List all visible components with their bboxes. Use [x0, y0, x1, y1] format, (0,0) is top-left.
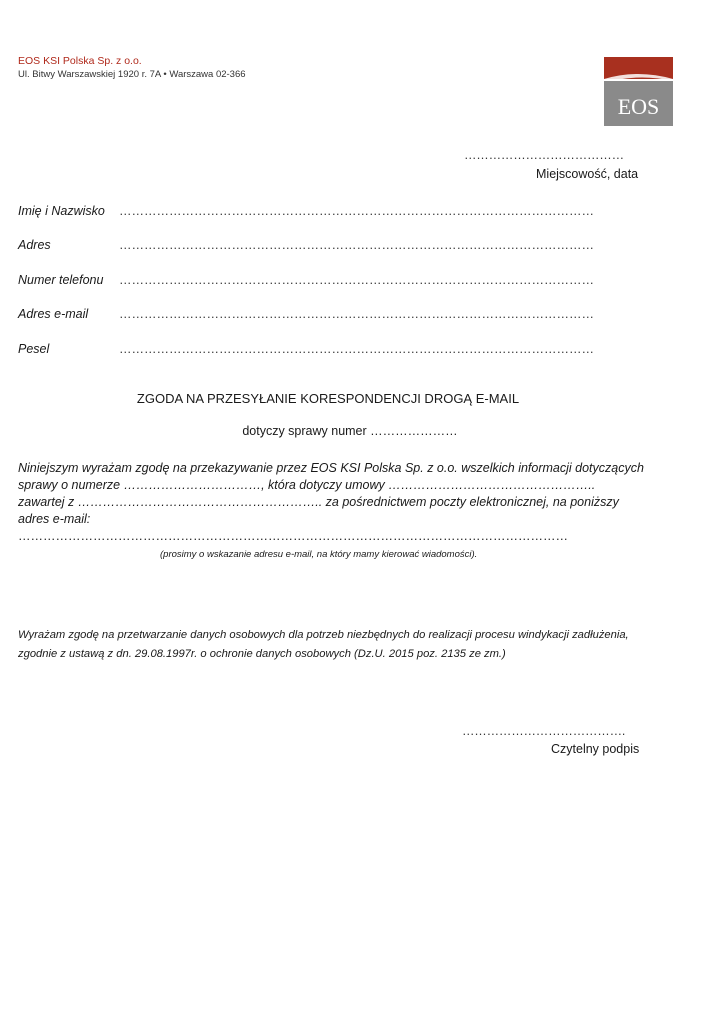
- email-note: (prosimy o wskazanie adresu e-mail, na który mamy kierować wiadomości).: [160, 549, 478, 560]
- name-label: Imię i Nazwisko: [18, 204, 105, 218]
- place-date-label: Miejscowość, data: [536, 167, 639, 181]
- phone-label: Numer telefonu: [18, 273, 104, 287]
- company-name: EOS KSI Polska Sp. z o.o.: [18, 55, 142, 67]
- company-address: Ul. Bitwy Warszawskiej 1920 r. 7A • Warszawa 02-366: [18, 69, 246, 80]
- pesel-label: Pesel: [18, 342, 50, 356]
- email-label: Adres e-mail: [18, 307, 89, 321]
- signature-label: Czytelny podpis: [551, 742, 640, 756]
- consent-line-2: zgodnie z ustawą z dn. 29.08.1997r. o ochronie danych osobowych (Dz.U. 2015 poz. 2135 ze zm.): [18, 648, 506, 660]
- phone-input-line[interactable]: ……………………………………………………………………………………………………: [119, 273, 594, 287]
- consent-paragraph: [18, 460, 658, 545]
- paragraph-line-3[interactable]: zawartej z ………………………………………………….. za pośrednictwem poczty elektronicznej, na poniższy: [18, 495, 619, 509]
- paragraph-line-1: Niniejszym wyrażam zgodę na przekazywanie przez EOS KSI Polska Sp. z o.o. wszelkich informacji dotyczących: [18, 461, 644, 475]
- email-address-line[interactable]: ……………………………………………………………………………………………………………………: [18, 529, 568, 543]
- address-label: Adres: [18, 238, 51, 252]
- paragraph-line-2[interactable]: sprawy o numerze ……………………………, która dotyczy umowy …………………………………………..: [18, 478, 596, 492]
- document-title: ZGODA NA PRZESYŁANIE KORESPONDENCJI DROGĄ E-MAIL: [136, 391, 520, 406]
- name-input-line[interactable]: ……………………………………………………………………………………………………: [119, 204, 594, 218]
- place-date-line[interactable]: …………………………………: [464, 148, 624, 162]
- consent-line-1: Wyrażam zgodę na przetwarzanie danych osobowych dla potrzeb niezbędnych do realizacji procesu windykacji zadłużenia,: [18, 629, 629, 641]
- email-input-line[interactable]: ……………………………………………………………………………………………………: [119, 307, 594, 321]
- signature-line[interactable]: ………………………………….: [462, 724, 626, 738]
- pesel-input-line[interactable]: ……………………………………………………………………………………………………: [119, 342, 594, 356]
- eos-logo: [604, 57, 673, 126]
- case-number-line[interactable]: dotyczy sprawy numer …………………: [242, 424, 458, 438]
- logo-text: EOS: [617, 94, 660, 119]
- data-processing-consent: [18, 626, 668, 664]
- paragraph-line-4: adres e-mail:: [18, 512, 91, 526]
- address-input-line[interactable]: ……………………………………………………………………………………………………: [119, 238, 594, 252]
